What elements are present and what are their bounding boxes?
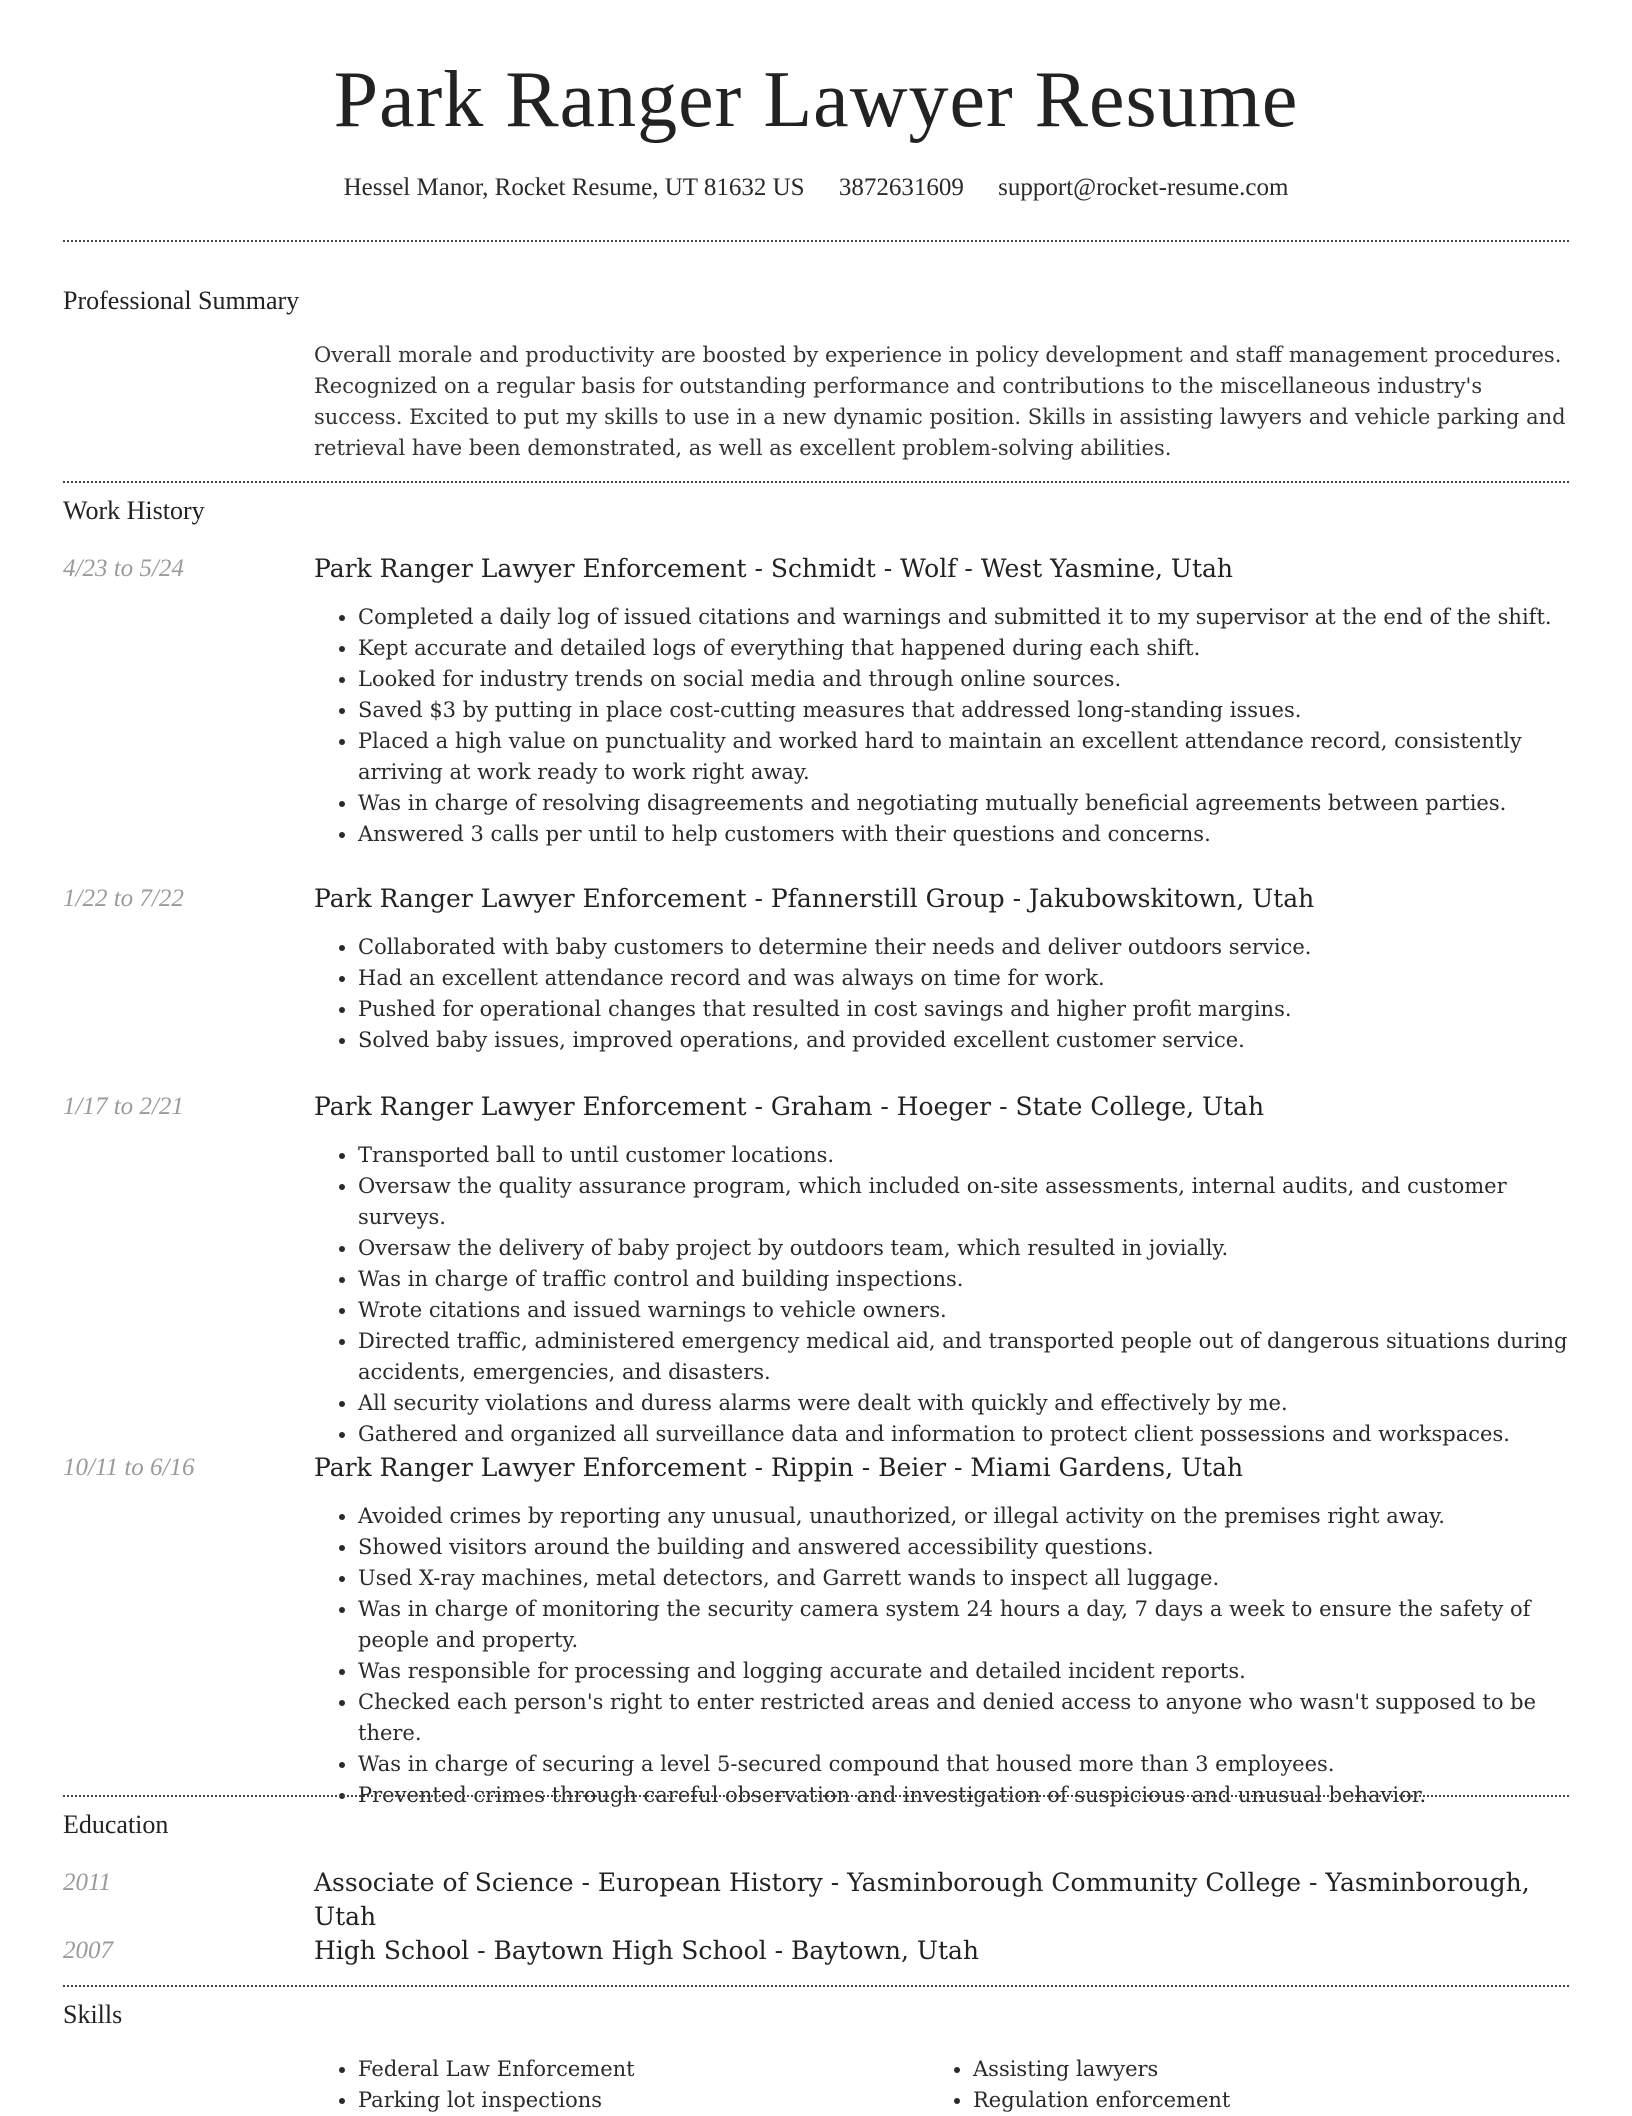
list-item: • Oversaw the quality assurance program, which included on-site assessments, internal audits, and customer surveys. <box>358 1171 1576 1233</box>
resume-title: Park Ranger Lawyer Resume <box>333 56 1299 144</box>
list-item: • Wrote citations and issued warnings to vehicle owners. <box>358 1295 1576 1326</box>
job-bullets <box>314 1140 1576 1450</box>
job-dates: 1/17 to 2/21 <box>63 1093 184 1120</box>
list-item: • Saved $3 by putting in place cost-cutting measures that addressed long-standing issues. <box>358 695 1576 726</box>
job-dates: 4/23 to 5/24 <box>63 555 184 582</box>
job-dates: 1/22 to 7/22 <box>63 885 184 912</box>
education-year: 2007 <box>63 1937 113 1964</box>
list-item: • Pushed for operational changes that resulted in cost savings and higher profit margins. <box>358 994 1576 1025</box>
list-item: • Placed a high value on punctuality and worked hard to maintain an excellent attendance record, consistently arriving at work ready to work right away. <box>358 726 1576 788</box>
list-item: • Was in charge of resolving disagreements and negotiating mutually beneficial agreements between parties. <box>358 788 1576 819</box>
education-year: 2011 <box>63 1869 112 1896</box>
section-heading-skills: Skills <box>63 2000 123 2029</box>
list-item: • Was in charge of monitoring the security camera system 24 hours a day, 7 days a week to ensure the safety of people and property. <box>358 1594 1576 1656</box>
list-item: • Was in charge of traffic control and building inspections. <box>358 1264 1576 1295</box>
job-bullets <box>314 602 1576 850</box>
divider <box>63 481 1569 483</box>
divider <box>63 1985 1569 1987</box>
list-item: • Avoided crimes by reporting any unusual, unauthorized, or illegal activity on the premises right away. <box>358 1501 1576 1532</box>
list-item: • Solved baby issues, improved operations, and provided excellent customer service. <box>358 1025 1576 1056</box>
job-dates: 10/11 to 6/16 <box>63 1454 195 1481</box>
job-title: Park Ranger Lawyer Enforcement - Pfannerstill Group - Jakubowskitown, Utah <box>314 884 1315 913</box>
list-item: • All security violations and duress alarms were dealt with quickly and effectively by me. <box>358 1388 1576 1419</box>
list-item: • Completed a daily log of issued citations and warnings and submitted it to my supervisor at the end of the shift. <box>358 602 1576 633</box>
job-bullets <box>314 1501 1576 1811</box>
list-item: • Gathered and organized all surveillance data and information to protect client possessions and workspaces. <box>358 1419 1576 1450</box>
summary-paragraph: Overall morale and productivity are boosted by experience in policy development and staff management procedures. Recognized on a regular basis for outstanding performance and contributions to the miscellaneous industry's success. Excited to put my skills to use in a new dynamic position. Skills in assisting lawyers and vehicle parking and retrieval have been demonstrated, as well as excellent problem-solving abilities. <box>314 343 1566 460</box>
section-heading-summary: Professional Summary <box>63 286 300 315</box>
contact-phone: 3872631609 <box>838 174 964 201</box>
list-item: • Looked for industry trends on social media and through online sources. <box>358 664 1576 695</box>
contact-email: support@rocket-resume.com <box>998 174 1289 201</box>
job-title: Park Ranger Lawyer Enforcement - Graham - Hoeger - State College, Utah <box>314 1092 1265 1121</box>
list-item: • Directed traffic, administered emergency medical aid, and transported people out of dangerous situations during accidents, emergencies, and disasters. <box>358 1326 1576 1388</box>
job-title: Park Ranger Lawyer Enforcement - Rippin - Beier - Miami Gardens, Utah <box>314 1453 1244 1482</box>
list-item: • Had an excellent attendance record and was always on time for work. <box>358 963 1576 994</box>
contact-line <box>0 172 1632 204</box>
list-item: • Transported ball to until customer locations. <box>358 1140 1576 1171</box>
skills-list-right <box>929 2054 1230 2116</box>
section-heading-education: Education <box>63 1810 169 1839</box>
skill-item: • Regulation enforcement <box>973 2085 1230 2116</box>
list-item: • Showed visitors around the building and answered accessibility questions. <box>358 1532 1576 1563</box>
list-item: • Checked each person's right to enter restricted areas and denied access to anyone who wasn't supposed to be there. <box>358 1687 1576 1749</box>
job-bullets <box>314 932 1576 1056</box>
summary-text <box>314 340 1574 464</box>
skill-item: • Parking lot inspections <box>358 2085 635 2116</box>
divider <box>63 1795 1569 1797</box>
list-item: • Prevented crimes through careful observation and investigation of suspicious and unusual behavior. <box>358 1780 1576 1811</box>
education-entry: High School - Baytown High School - Baytown, Utah <box>314 1936 979 1965</box>
skill-item: • Assisting lawyers <box>973 2054 1230 2085</box>
education-entry: Associate of Science - European History - Yasminborough Community College - Yasminborough, Utah <box>314 1868 1530 1931</box>
list-item: • Oversaw the delivery of baby project by outdoors team, which resulted in jovially. <box>358 1233 1576 1264</box>
divider <box>63 240 1569 242</box>
section-heading-work: Work History <box>63 496 205 525</box>
list-item: • Used X-ray machines, metal detectors, and Garrett wands to inspect all luggage. <box>358 1563 1576 1594</box>
list-item: • Collaborated with baby customers to determine their needs and deliver outdoors service. <box>358 932 1576 963</box>
skills-list-left <box>314 2054 635 2116</box>
contact-address: Hessel Manor, Rocket Resume, UT 81632 US <box>343 174 805 201</box>
job-title: Park Ranger Lawyer Enforcement - Schmidt - Wolf - West Yasmine, Utah <box>314 554 1234 583</box>
list-item: • Was in charge of securing a level 5-secured compound that housed more than 3 employees. <box>358 1749 1576 1780</box>
list-item: • Kept accurate and detailed logs of everything that happened during each shift. <box>358 633 1576 664</box>
list-item: • Answered 3 calls per until to help customers with their questions and concerns. <box>358 819 1576 850</box>
skill-item: • Federal Law Enforcement <box>358 2054 635 2085</box>
list-item: • Was responsible for processing and logging accurate and detailed incident reports. <box>358 1656 1576 1687</box>
